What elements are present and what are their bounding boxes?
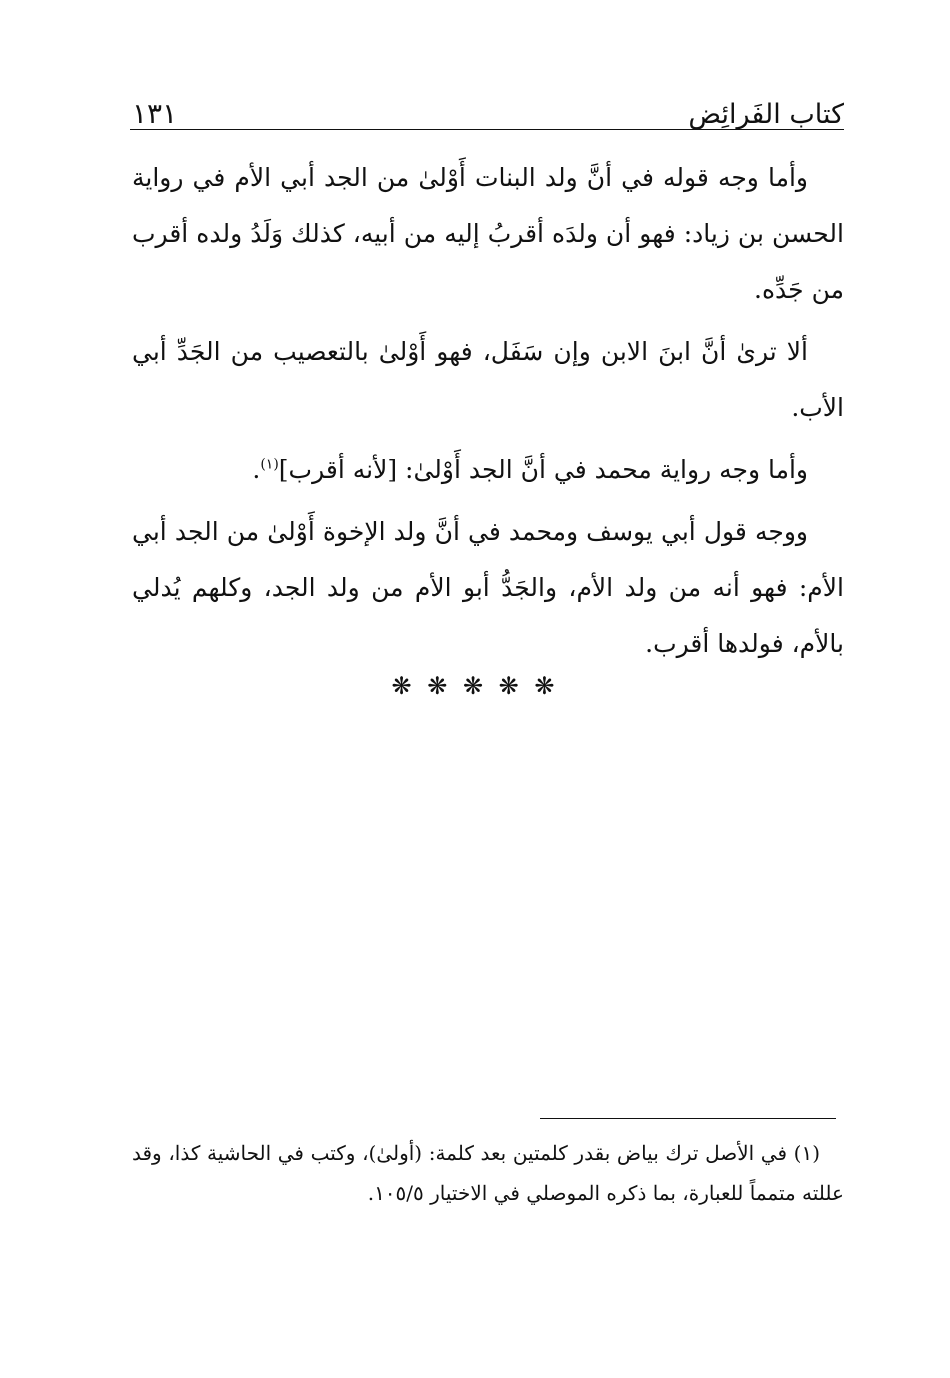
paragraph-3-end: . [252, 455, 261, 484]
running-header [132, 82, 844, 128]
paragraph-2: ألا ترىٰ أنَّ ابنَ الابن وإن سَفَل، فهو أَوْلىٰ بالتعصيب من الجَدِّ أبي الأب. [132, 337, 844, 422]
page-number: ١٣١ [132, 97, 178, 130]
footnote-reference[interactable]: (١) [260, 456, 279, 473]
main-text [132, 150, 844, 678]
footnote-1: (١) في الأصل ترك بياض بقدر كلمتين بعد كلمة: (أولىٰ)، وكتب في الحاشية كذا، وقد عللته متمماً للعبارة، بما ذكره الموصلي في الاختيار ١٠٥/٥. [132, 1141, 844, 1205]
paragraph-4: ووجه قول أبي يوسف ومحمد في أنَّ ولد الإخوة أَوْلىٰ من الجد أبي الأم: فهو أنه من ولد الأم، والجَدُّ أبو الأم من ولد الجد، وكلهم يُدلي بالأم، فولدها أقرب. [132, 517, 844, 658]
chapter-title: كتاب الفَرائِض [688, 99, 844, 130]
header-rule [130, 129, 844, 130]
footnotes [132, 1133, 844, 1213]
section-separator: ❋ ❋ ❋ ❋ ❋ [391, 672, 559, 700]
footnote-rule [540, 1118, 836, 1119]
paragraph-1: وأما وجه قوله في أنَّ ولد البنات أَوْلىٰ من الجد أبي الأم في رواية الحسن بن زياد: فهو أن ولدَه أقربُ إليه من أبيه، كذلك وَلَدُ ولده أقرب من جَدِّه. [132, 163, 844, 304]
paragraph-3 [132, 442, 844, 498]
paragraph-3-text: وأما وجه رواية محمد في أنَّ الجد أَوْلىٰ: [لأنه أقرب] [278, 455, 808, 484]
